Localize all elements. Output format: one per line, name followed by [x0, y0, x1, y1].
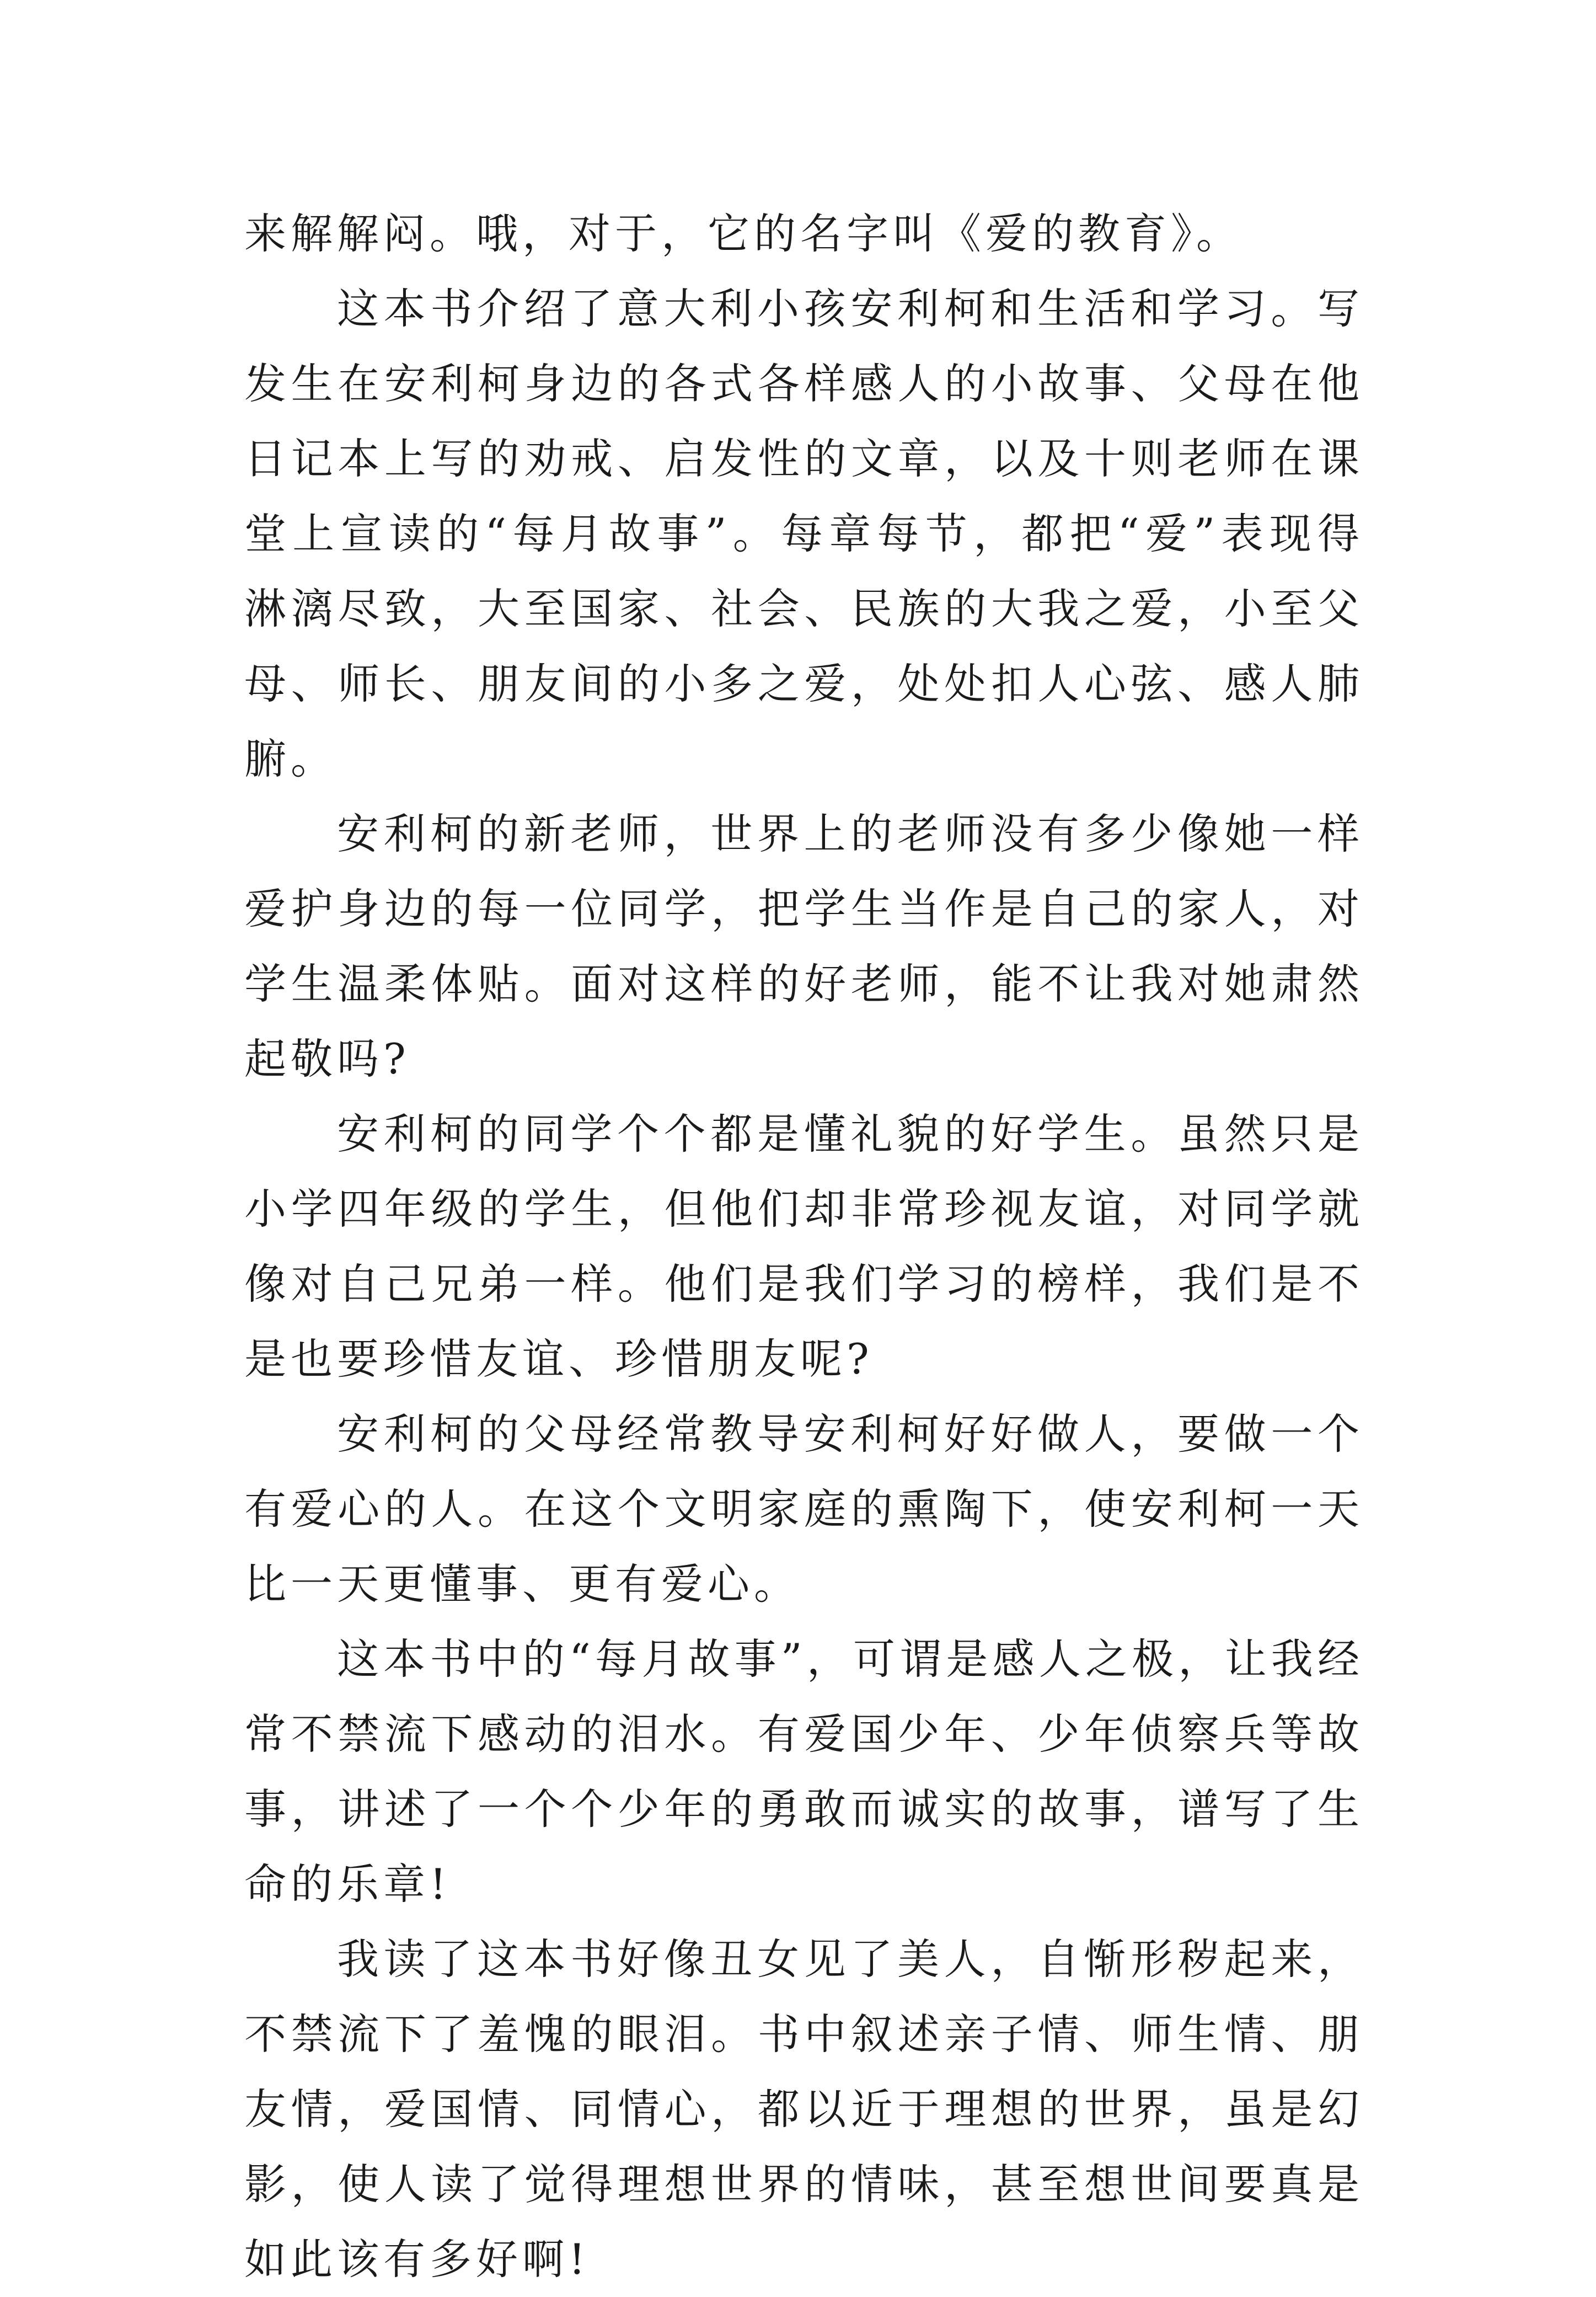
- paragraph-book-intro: 这本书介绍了意大利小孩安利柯和生活和学习。写发生在安利柯身边的各式各样感人的小故事、父母在他日记本上写的劝戒、启发性的文章，以及十则老师在课堂上宣读的“每月故事”。每章每节，都把“爱”表现得淋漓尽致，大至国家、社会、民族的大我之爱，小至父母、师长、朋友间的小多之爱，处处扣人心弦、感人肺腑。: [244, 284, 1364, 783]
- paragraph-parents: 安利柯的父母经常教导安利柯好好做人，要做一个有爱心的人。在这个文明家庭的熏陶下，使安利柯一天比一天更懂事、更有爱心。: [244, 1409, 1364, 1609]
- paragraph-continuation: 来解解闷。哦，对于，它的名字叫《爱的教育》。: [244, 209, 1242, 258]
- paragraph-monthly-stories: 这本书中的“每月故事”，可谓是感人之极，让我经常不禁流下感动的泪水。有爱国少年、少年侦察兵等故事，讲述了一个个少年的勇敢而诚实的故事，谱写了生命的乐章!: [244, 1634, 1364, 1909]
- body-text: [244, 196, 1364, 2297]
- paragraph-new-teacher: 安利柯的新老师，世界上的老师没有多少像她一样爱护身边的每一位同学，把学生当作是自己的家人，对学生温柔体贴。面对这样的好老师，能不让我对她肃然起敬吗?: [244, 809, 1364, 1083]
- paragraph-reflection: 我读了这本书好像丑女见了美人，自惭形秽起来，不禁流下了羞愧的眼泪。书中叙述亲子情、师生情、朋友情，爱国情、同情心，都以近于理想的世界，虽是幻影，使人读了觉得理想世界的情味，甚至想世间要真是如此该有多好啊!: [244, 1935, 1364, 2284]
- paragraph-classmates: 安利柯的同学个个都是懂礼貌的好学生。虽然只是小学四年级的学生，但他们却非常珍视友谊，对同学就像对自己兄弟一样。他们是我们学习的榜样，我们是不是也要珍惜友谊、珍惜朋友呢?: [244, 1109, 1364, 1383]
